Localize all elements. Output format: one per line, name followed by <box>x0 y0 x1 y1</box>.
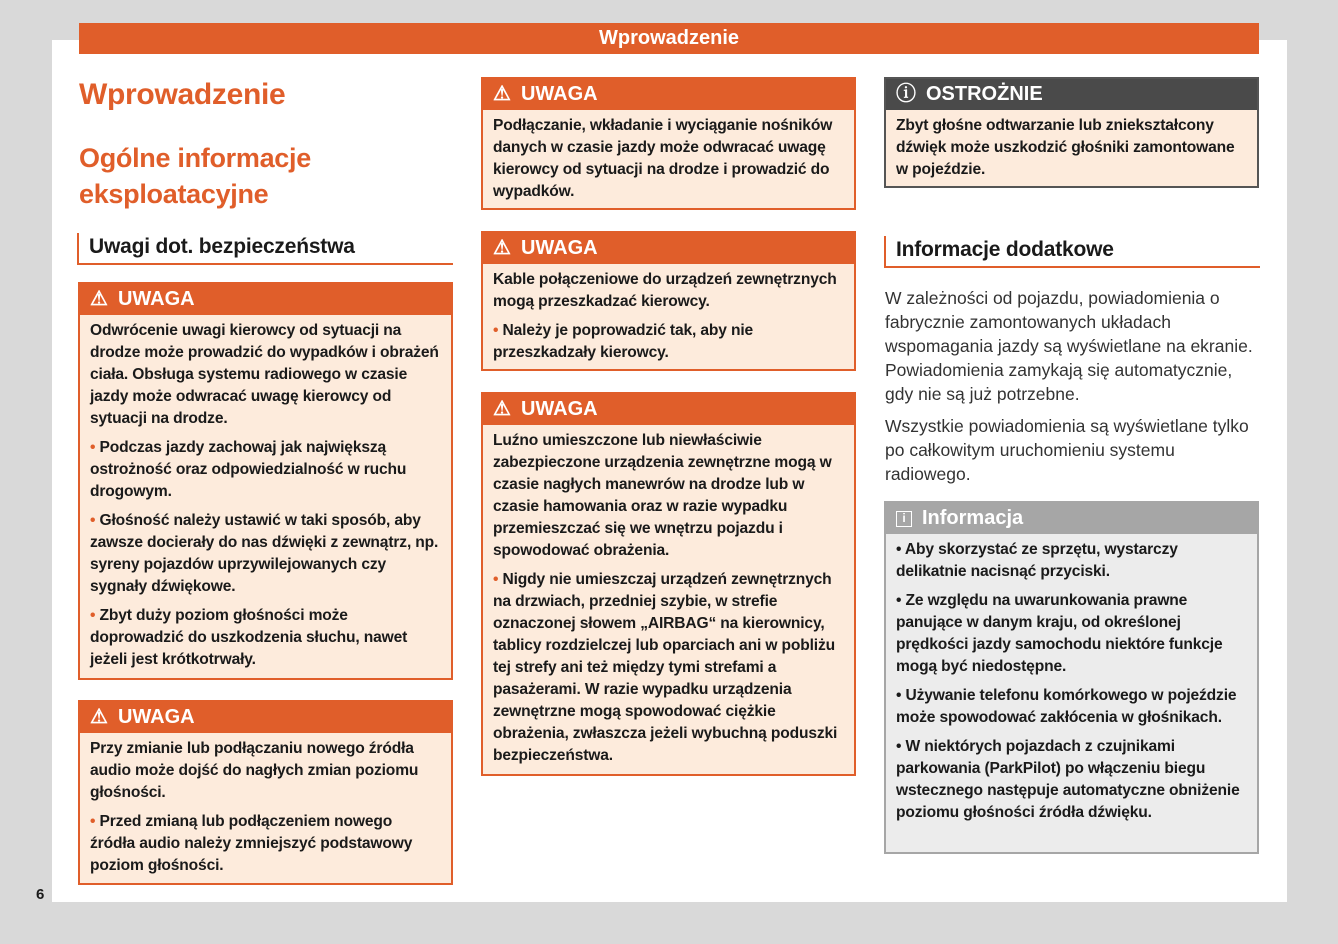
bullet-item: • Aby skorzystać ze sprzętu, wystarczy delikatnie nacisnąć przyciski. <box>896 541 1178 580</box>
warning-label: UWAGA <box>117 706 195 728</box>
bullet-item: • W niektórych pojazdach z czujnikami parkowania (ParkPilot) po włączeniu biegu wstecznego następuje automatyczne obniżenie poziomu głośności źródła dźwięku. <box>896 738 1240 821</box>
paragraph: W zależności od pojazdu, powiadomienia o fabrycznie zamontowanych układach wspomagania jazdy są wyświetlane na ekranie. Powiadomienia zamykają się automatycznie, gdy nie są już potrzebne. <box>885 288 1253 404</box>
bullet-item: • Używanie telefonu komórkowego w pojeździe może spowodować zakłócenia w głośnikach. <box>896 687 1237 726</box>
bullet-item: • Nigdy nie umieszczaj urządzeń zewnętrznych na drzwiach, przedniej szybie, w strefie oznaczonej słowem „AIRBAG“ na kierownicy, tablicy rozdzielczej lub oparciach ani w pobliżu tej strefy ani też między tymi strefami a pasażerami. W razie wypadku urządzenia zewnętrzne mogą spowodować ciężkie obrażenia, zwłaszcza jeżeli wybuchną poduszki bezpieczeństwa. <box>493 571 838 764</box>
paragraph: Wszystkie powiadomienia są wyświetlane tylko po całkowitym uruchomieniu systemu radiowego. <box>885 416 1249 484</box>
warning-icon: ⚠ <box>493 237 511 259</box>
warning-text: Kable połączeniowe do urządzeń zewnętrznych mogą przeszkadzać kierowcy. <box>493 271 837 310</box>
warning-text: Przy zmianie lub podłączaniu nowego źródła audio może dojść do nagłych zmian poziomu głośności. <box>90 740 419 801</box>
warning-text: Podłączanie, wkładanie i wyciąganie nośników danych w czasie jazdy może odwracać uwagę kierowcy od sytuacji na drodze i prowadzić do wypadków. <box>493 117 833 200</box>
warning-icon: ⚠ <box>90 288 108 310</box>
warning-icon: ⚠ <box>493 83 511 105</box>
caution-box <box>884 77 1259 188</box>
page-title: Wprowadzenie <box>79 78 286 111</box>
section-title: Ogólne informacje eksploatacyjne <box>79 143 311 209</box>
warning-icon: ⚠ <box>493 398 511 420</box>
page-number: 6 <box>36 886 45 903</box>
info-box <box>884 501 1259 854</box>
warning-text: Luźno umieszczone lub niewłaściwie zabezpieczone urządzenia zewnętrzne mogą w czasie nagłych manewrów na drodze lub w czasie hamowania oraz w razie wypadku przemieszczać się we wnętrzu pojazdu i spowodować obrażenia. <box>493 432 832 559</box>
warning-icon: ⚠ <box>90 706 108 728</box>
warning-box <box>78 700 453 885</box>
warning-box <box>78 282 453 680</box>
bullet-item: • Podczas jazdy zachowaj jak największą ostrożność oraz odpowiedzialność w ruchu drogowym. <box>90 439 407 500</box>
info-icon: i <box>896 511 912 527</box>
bullet-item: • Przed zmianą lub podłączeniem nowego źródła audio należy zmniejszyć podstawowy poziom głośności. <box>90 813 413 874</box>
caution-label: OSTROŻNIE <box>926 83 1043 105</box>
warning-label: UWAGA <box>520 398 598 420</box>
subsection-heading: Uwagi dot. bezpieczeństwa <box>77 233 453 265</box>
bullet-item: • Należy je poprowadzić tak, aby nie przeszkadzały kierowcy. <box>493 322 754 361</box>
exclamation-circle-icon: ⓘ <box>896 83 916 105</box>
info-label: Informacja <box>922 507 1024 529</box>
body-text <box>885 286 1259 494</box>
warning-label: UWAGA <box>117 288 195 310</box>
subsection-heading: Informacje dodatkowe <box>884 236 1260 268</box>
chapter-header: Wprowadzenie <box>79 23 1259 54</box>
warning-box <box>481 77 856 210</box>
warning-box <box>481 231 856 371</box>
bullet-item: • Głośność należy ustawić w taki sposób, aby zawsze docierały do nas dźwięki z zewnątrz, np. syreny pojazdów uprzywilejowanych czy sygnały dźwiękowe. <box>90 512 439 595</box>
bullet-item: • Ze względu na uwarunkowania prawne panujące w danym kraju, od określonej prędkości jazdy samochodu niektóre funkcje mogą być niedostępne. <box>896 592 1223 675</box>
warning-label: UWAGA <box>520 237 598 259</box>
warning-box <box>481 392 856 776</box>
caution-text: Zbyt głośne odtwarzanie lub zniekształcony dźwięk może uszkodzić głośniki zamontowane w pojeździe. <box>896 117 1235 178</box>
warning-text: Odwrócenie uwagi kierowcy od sytuacji na drodze może prowadzić do wypadków i obrażeń ciała. Obsługa systemu radiowego w czasie jazdy może odwracać uwagę kierowcy od sytuacji na drodze. <box>90 322 439 427</box>
bullet-item: • Zbyt duży poziom głośności może doprowadzić do uszkodzenia słuchu, nawet jeżeli jest krótkotrwały. <box>90 607 408 668</box>
warning-label: UWAGA <box>520 83 598 105</box>
